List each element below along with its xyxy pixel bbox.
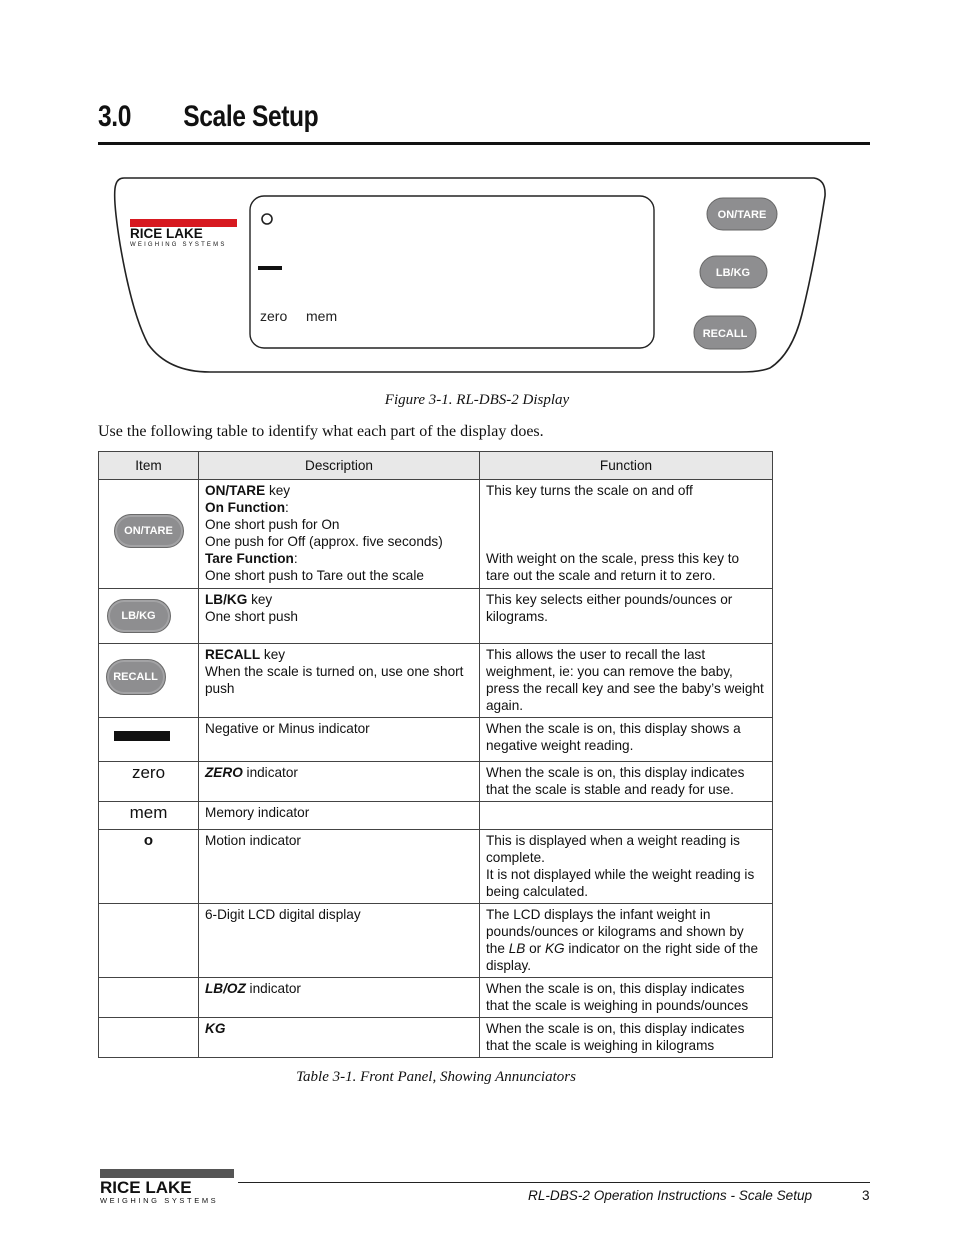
indicator-suffix: indicator bbox=[245, 981, 301, 996]
function-cell: When the scale is on, this display indicates that the scale is weighing in kilograms bbox=[480, 1018, 773, 1058]
kg-unit: KG bbox=[544, 941, 565, 956]
key-suffix: key bbox=[247, 592, 273, 607]
func-text: indicator on the right side of the display. bbox=[486, 941, 759, 973]
intro-paragraph: Use the following table to identify what each part of the display does. bbox=[98, 423, 544, 440]
func-line: It is not displayed while the weight reading is being calculated. bbox=[486, 867, 755, 899]
desc-line: When the scale is turned on, use one short push bbox=[205, 664, 464, 696]
item-cell bbox=[99, 718, 199, 762]
footer-logo-sub: WEIGHING SYSTEMS bbox=[100, 1196, 219, 1205]
desc-line: One short push for On bbox=[205, 517, 340, 532]
recall-button[interactable] bbox=[694, 316, 756, 349]
description-cell bbox=[199, 978, 480, 1018]
description-cell bbox=[199, 1018, 480, 1058]
desc-line: One short push to Tare out the scale bbox=[205, 568, 424, 583]
footer-doc-title: RL-DBS-2 Operation Instructions - Scale Setup bbox=[528, 1188, 813, 1203]
function-cell: When the scale is on, this display indicates that the scale is weighing in pounds/ounces bbox=[480, 978, 773, 1018]
item-cell bbox=[99, 1018, 199, 1058]
page-number: 3 bbox=[862, 1188, 870, 1203]
desc-line bbox=[205, 646, 473, 663]
recall-button-label: RECALL bbox=[702, 328, 748, 340]
item-cell bbox=[99, 480, 199, 589]
section-number: 3.0 bbox=[98, 100, 131, 133]
description-cell: Motion indicator bbox=[199, 830, 480, 904]
on-tare-key-icon: ON/TARE bbox=[114, 514, 184, 548]
recall-key-icon: RECALL bbox=[106, 659, 166, 695]
function-cell bbox=[480, 830, 773, 904]
on-tare-button-label: ON/TARE bbox=[717, 209, 767, 221]
footer-rice-lake-logo bbox=[100, 1167, 236, 1207]
function-cell: When the scale is on, this display indicates that the scale is stable and ready for use. bbox=[480, 762, 773, 802]
annunciator-table bbox=[98, 451, 773, 1058]
lcd-window bbox=[250, 196, 654, 348]
desc-line bbox=[205, 482, 473, 499]
table-caption: Table 3-1. Front Panel, Showing Annunciators bbox=[296, 1069, 576, 1085]
lb-kg-key-icon: LB/KG bbox=[107, 599, 171, 633]
lb-kg-button[interactable] bbox=[700, 256, 767, 288]
function-cell bbox=[480, 904, 773, 978]
indicator-name: ZERO bbox=[205, 765, 243, 780]
description-cell: 6-Digit LCD digital display bbox=[199, 904, 480, 978]
item-cell bbox=[99, 644, 199, 718]
footer-rule bbox=[238, 1182, 870, 1183]
func-text: or bbox=[525, 941, 545, 956]
on-function-label: On Function bbox=[205, 500, 286, 515]
colon: : bbox=[293, 551, 298, 566]
zero-indicator-label: zero bbox=[260, 308, 288, 324]
indicator-suffix: indicator bbox=[242, 765, 298, 780]
desc-line: One short push bbox=[205, 609, 298, 624]
function-cell bbox=[480, 802, 773, 830]
figure-caption: Figure 3-1. RL-DBS-2 Display bbox=[384, 392, 570, 408]
table-row bbox=[99, 589, 773, 644]
key-suffix: key bbox=[260, 647, 286, 662]
desc-line bbox=[205, 591, 473, 608]
table-row bbox=[99, 904, 773, 978]
heading-rule bbox=[98, 142, 870, 145]
logo-sub-text: WEIGHING SYSTEMS bbox=[130, 242, 227, 248]
key-name: LB/KG bbox=[205, 592, 248, 607]
table-row bbox=[99, 978, 773, 1018]
header-description: Description bbox=[199, 452, 480, 480]
desc-line bbox=[205, 550, 473, 567]
item-cell bbox=[99, 589, 199, 644]
description-cell: Negative or Minus indicator bbox=[199, 718, 480, 762]
func-line: This is displayed when a weight reading is complete. bbox=[486, 833, 740, 865]
description-cell: Memory indicator bbox=[199, 802, 480, 830]
table-row bbox=[99, 644, 773, 718]
key-suffix: key bbox=[265, 483, 291, 498]
section-heading bbox=[98, 100, 318, 134]
mem-indicator-label: mem bbox=[306, 308, 338, 324]
desc-line bbox=[205, 499, 473, 516]
header-function: Function bbox=[480, 452, 773, 480]
table-row bbox=[99, 830, 773, 904]
description-cell bbox=[199, 589, 480, 644]
description-cell bbox=[199, 644, 480, 718]
logo-main-text: RICE LAKE bbox=[130, 226, 203, 241]
minus-indicator-icon bbox=[114, 731, 170, 741]
table-row bbox=[99, 1018, 773, 1058]
footer-logo-main: RICE LAKE bbox=[100, 1178, 192, 1197]
function-cell: When the scale is on, this display shows a negative weight reading. bbox=[480, 718, 773, 762]
description-cell bbox=[199, 762, 480, 802]
desc-line: One push for Off (approx. five seconds) bbox=[205, 534, 443, 549]
item-cell: mem bbox=[99, 802, 199, 830]
on-tare-button[interactable] bbox=[707, 198, 777, 230]
func-text: The LCD displays the infant weight in pounds/ounces or kilograms and shown by the bbox=[486, 907, 744, 956]
lb-unit: LB bbox=[508, 941, 526, 956]
key-name: RECALL bbox=[205, 647, 261, 662]
item-cell: zero bbox=[99, 762, 199, 802]
indicator-name: KG bbox=[205, 1021, 226, 1036]
scale-display-figure bbox=[110, 174, 830, 376]
table-row bbox=[99, 802, 773, 830]
indicator-name: LB/OZ bbox=[205, 981, 246, 996]
function-cell bbox=[480, 480, 773, 589]
colon: : bbox=[285, 500, 289, 515]
item-cell: o bbox=[99, 830, 199, 904]
lb-kg-button-label: LB/KG bbox=[715, 267, 751, 279]
function-cell: This key selects either pounds/ounces or kilograms. bbox=[480, 589, 773, 644]
minus-indicator-icon bbox=[258, 266, 282, 270]
func-line: This key turns the scale on and off bbox=[486, 483, 693, 498]
key-name: ON/TARE bbox=[205, 483, 266, 498]
table-row bbox=[99, 762, 773, 802]
header-item: Item bbox=[99, 452, 199, 480]
item-cell bbox=[99, 904, 199, 978]
func-line: With weight on the scale, press this key to tare out the scale and return it to zero. bbox=[486, 551, 740, 583]
function-cell: This allows the user to recall the last weighment, ie: you can remove the baby, press the recall key and see the baby’s weight again. bbox=[480, 644, 773, 718]
section-title: Scale Setup bbox=[183, 100, 319, 133]
tare-function-label: Tare Function bbox=[205, 551, 294, 566]
item-cell bbox=[99, 978, 199, 1018]
table-row bbox=[99, 480, 773, 589]
table-row bbox=[99, 718, 773, 762]
description-cell bbox=[199, 480, 480, 589]
table-header-row bbox=[99, 452, 773, 480]
